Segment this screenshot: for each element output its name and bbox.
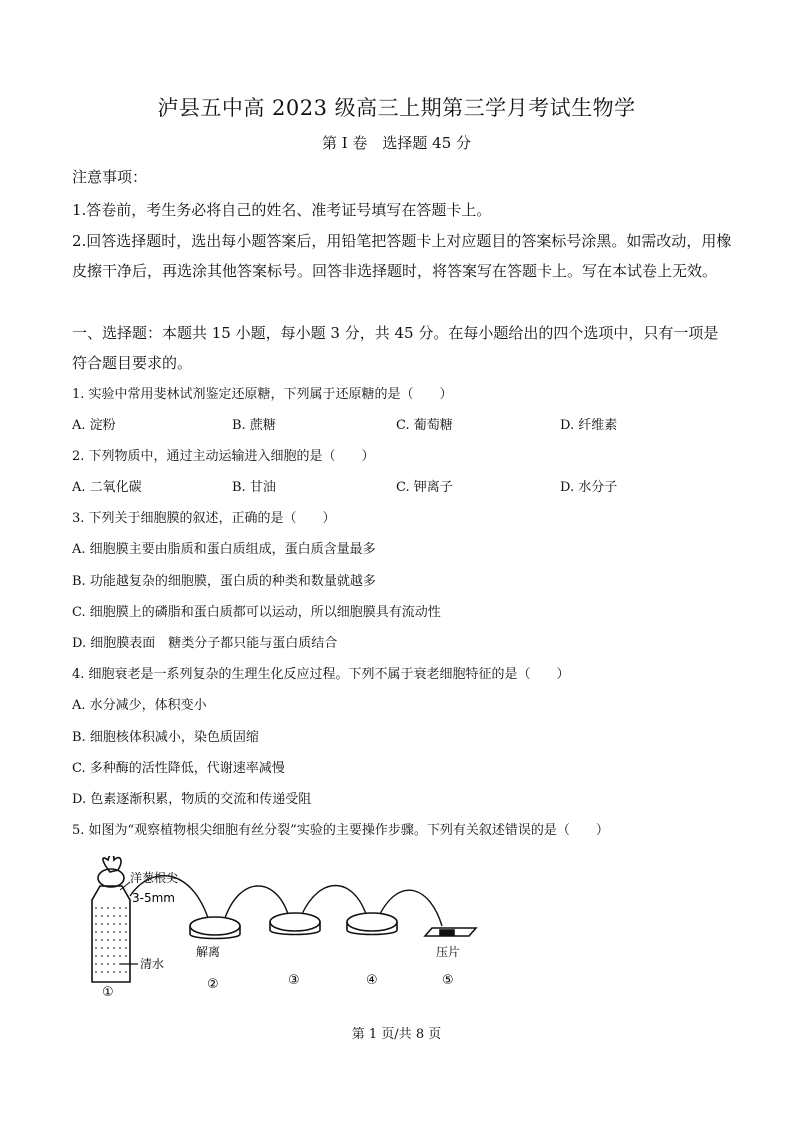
option-b: B. 甘油 — [232, 480, 276, 495]
question-2-stem: 2. 下列物质中，通过主动运输进入细胞的是（ ） — [72, 449, 375, 464]
question-2-options — [72, 478, 732, 498]
step-4-marker: ④ — [366, 973, 378, 988]
step-3-marker: ③ — [288, 973, 300, 988]
microscope-slide — [425, 928, 476, 936]
question-4-option-d: D. 色素逐渐积累，物质的交流和传递受阻 — [72, 792, 312, 807]
question-3-option-d: D. 细胞膜表面 糖类分子都只能与蛋白质结合 — [72, 636, 338, 651]
question-5-stem: 5. 如图为“观察植物根尖细胞有丝分裂”实验的主要操作步骤。下列有关叙述错误的是（ ） — [72, 823, 609, 838]
question-3-stem: 3. 下列关于细胞膜的叙述，正确的是（ ） — [72, 511, 336, 526]
question-1-options — [72, 416, 732, 436]
question-1-stem: 1. 实验中常用斐林试剂鉴定还原糖，下列属于还原糖的是（ ） — [72, 387, 453, 402]
section-intro: 一、选择题：本题共 15 小题，每小题 3 分，共 45 分。在每小题给出的四个选项中，只有一项是符合题目要求的。 — [72, 324, 719, 372]
label-length: 3-5mm — [132, 891, 175, 905]
notice-heading: 注意事项： — [72, 168, 148, 186]
label-water: 清水 — [140, 957, 165, 971]
option-d: D. 纤维素 — [560, 418, 618, 433]
step-1-marker: ① — [102, 985, 114, 1000]
experiment-diagram — [80, 856, 500, 1006]
question-4-option-b: B. 细胞核体积减小，染色质固缩 — [72, 730, 259, 745]
option-b: B. 蔗糖 — [232, 418, 276, 433]
option-a: A. 二氧化碳 — [72, 480, 142, 495]
step-2-marker: ② — [207, 977, 219, 992]
option-c: C. 葡萄糖 — [396, 418, 453, 433]
section-subtitle: 第 I 卷 选择题 45 分 — [321, 134, 472, 152]
label-dissociate: 解离 — [196, 945, 221, 959]
notice-item-1: 1.答卷前，考生务必将自己的姓名、准考证号填写在答题卡上。 — [72, 201, 492, 219]
option-d: D. 水分子 — [560, 480, 618, 495]
step-5-marker: ⑤ — [442, 973, 454, 988]
notice-item-2: 2.回答选择题时，选出每小题答案后，用铅笔把答题卡上对应题目的答案标号涂黑。如需改动，用橡皮擦干净后，再选涂其他答案标号。回答非选择题时，将答案写在答题卡上。写在本试卷上无效。 — [72, 232, 732, 280]
option-a: A. 淀粉 — [72, 418, 116, 433]
petri-dish-2 — [190, 917, 240, 939]
question-3-option-a: A. 细胞膜主要由脂质和蛋白质组成，蛋白质含量最多 — [72, 542, 376, 557]
page-number: 第 1 页/共 8 页 — [351, 1027, 442, 1042]
label-squash: 压片 — [436, 945, 461, 959]
petri-dish-3 — [270, 913, 320, 935]
question-3-option-c: C. 细胞膜上的磷脂和蛋白质都可以运动，所以细胞膜具有流动性 — [72, 605, 441, 620]
page-title: 泸县五中高 2023 级高三上期第三学月考试生物学 — [157, 96, 636, 120]
option-c: C. 钾离子 — [396, 480, 453, 495]
question-4-option-a: A. 水分减少，体积变小 — [72, 698, 207, 713]
label-onion-root: 洋葱根尖 — [130, 871, 179, 885]
question-4-option-c: C. 多种酶的活性降低，代谢速率减慢 — [72, 761, 285, 776]
question-3-option-b: B. 功能越复杂的细胞膜，蛋白质的种类和数量就越多 — [72, 574, 376, 589]
experiment-figure — [80, 856, 500, 1006]
petri-dish-4 — [347, 913, 397, 935]
question-4-stem: 4. 细胞衰老是一系列复杂的生理生化反应过程。下列不属于衰老细胞特征的是（ ） — [72, 667, 570, 682]
